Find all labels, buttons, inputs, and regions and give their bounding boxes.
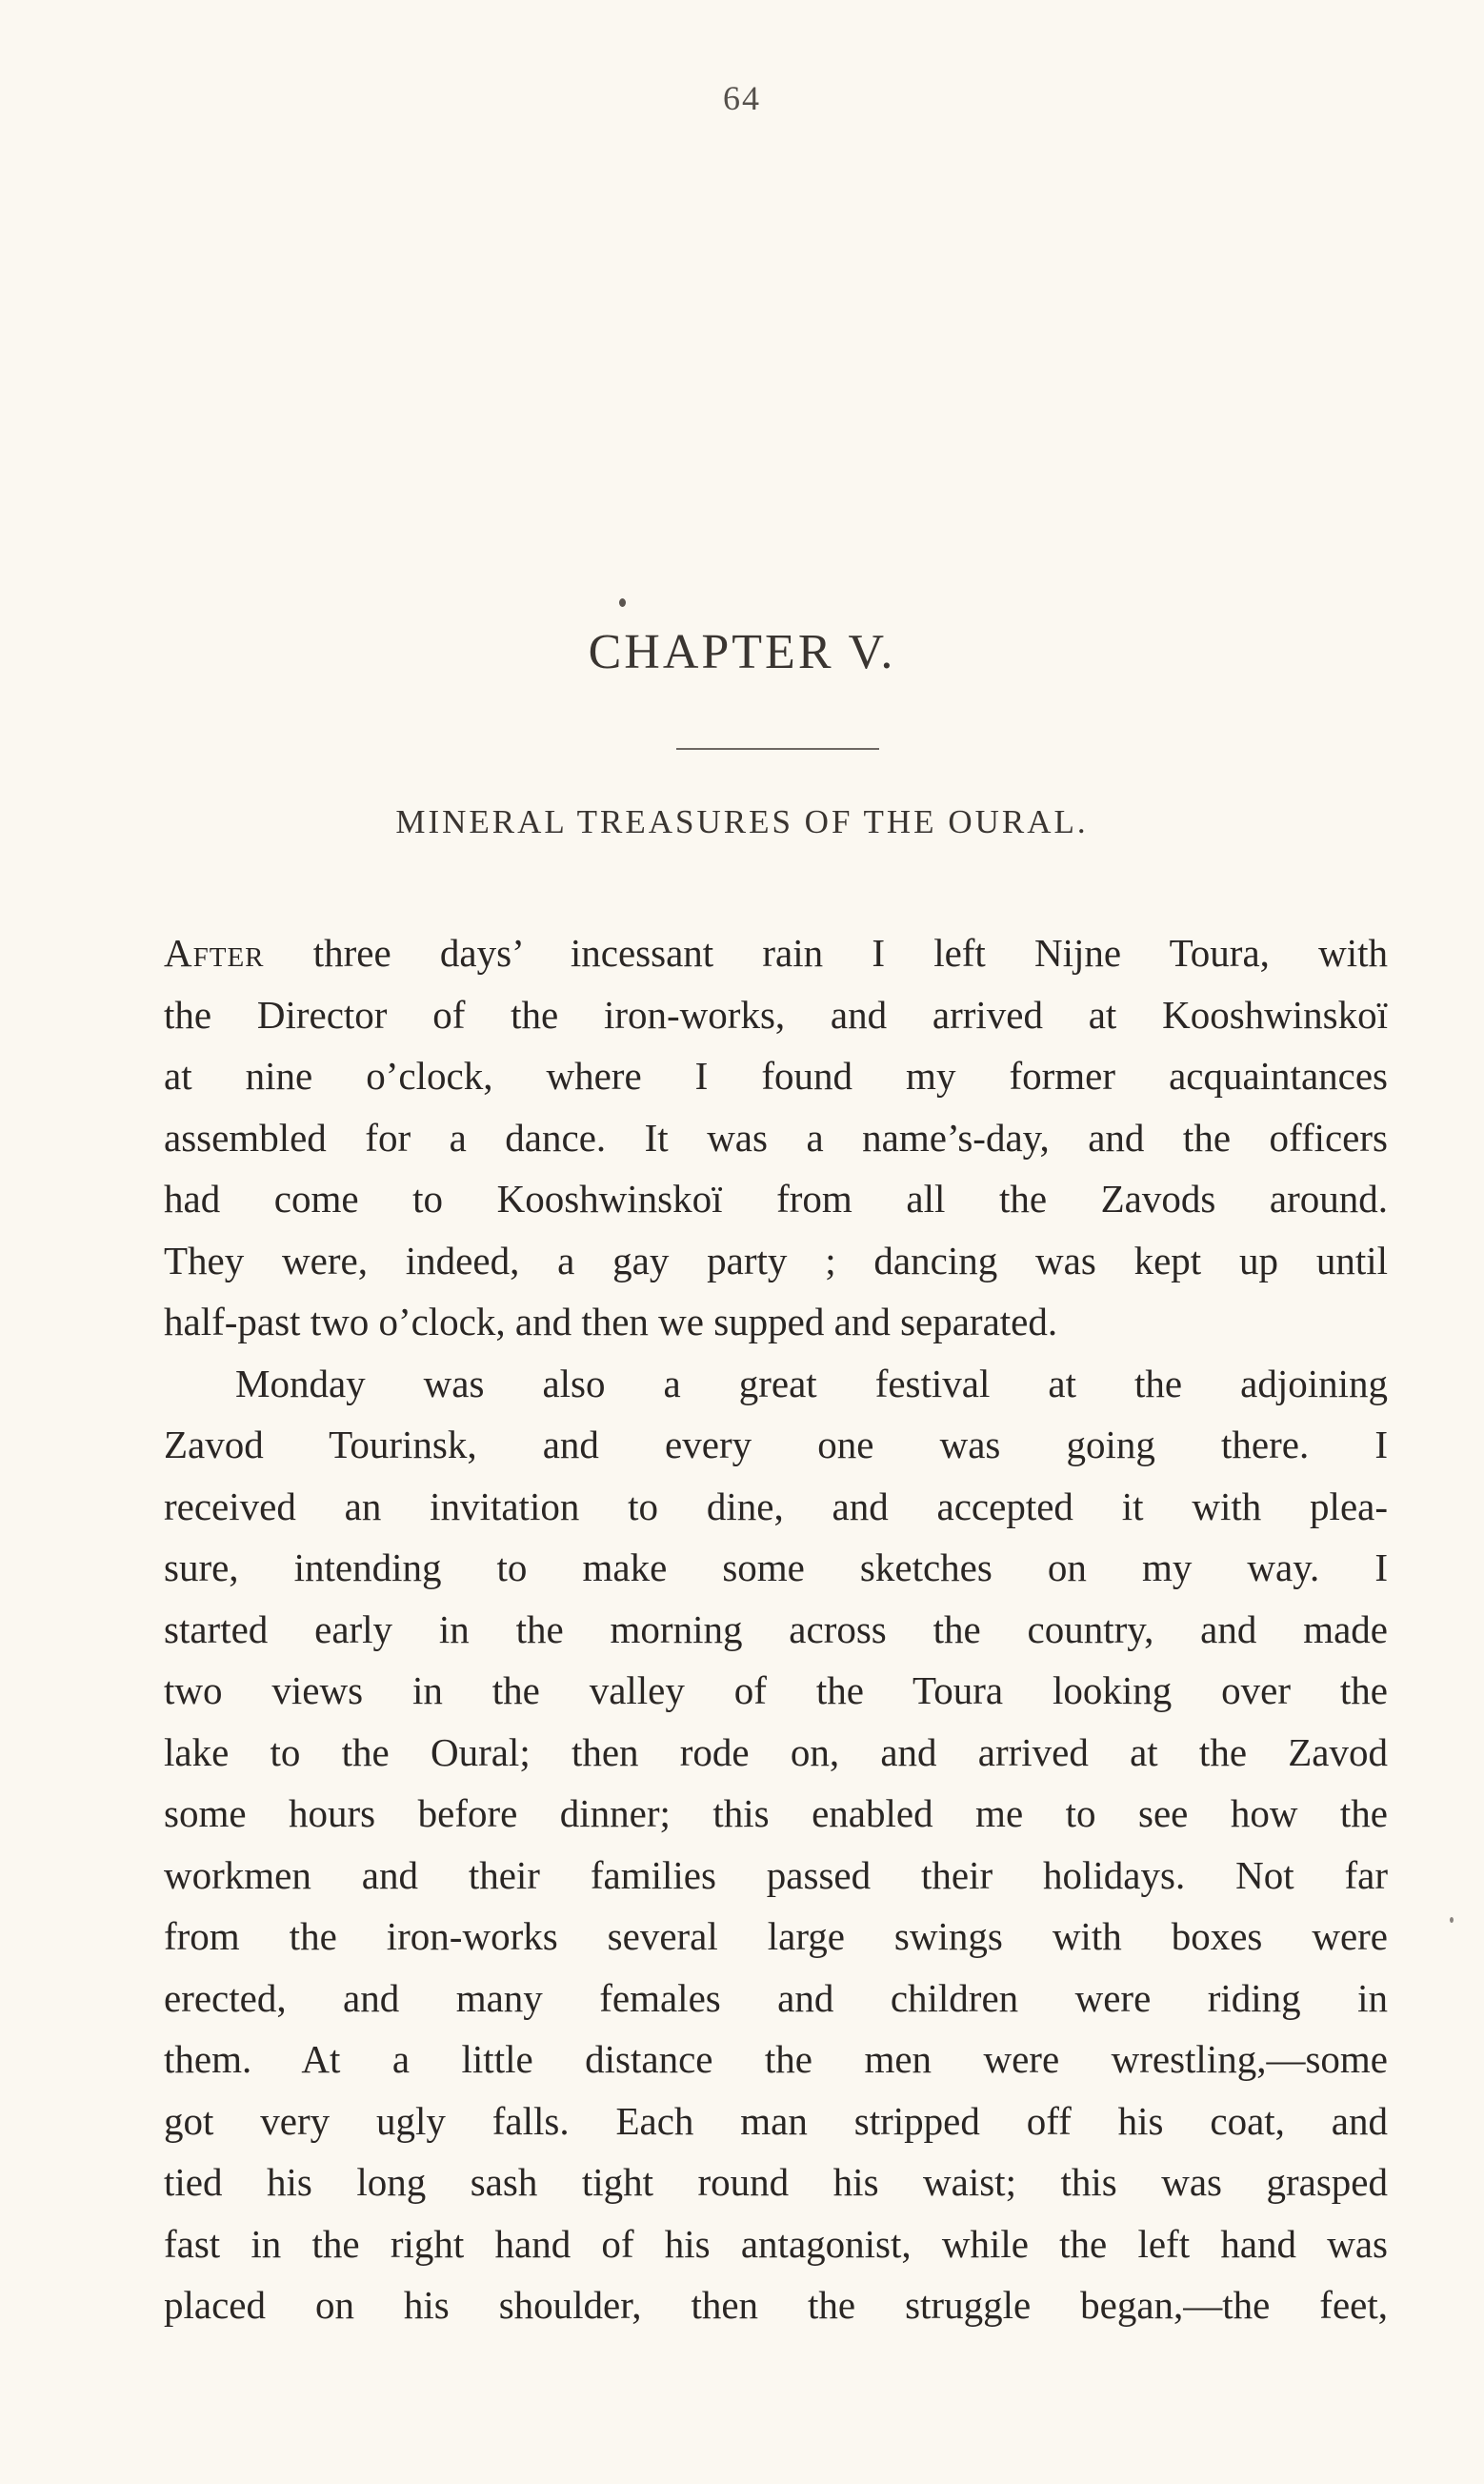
text-line: half-past two o’clock, and then we supped and separated. (164, 1300, 1058, 1343)
text-line: fast in the right hand of his antagonist, while the left hand was (164, 2221, 1388, 2266)
text-line: from the iron-works several large swings with boxes were (164, 1914, 1388, 1958)
text-line: sure, intending to make some sketches on my way. I (164, 1545, 1388, 1589)
text-line: erected, and many females and children were riding in (164, 1975, 1388, 2020)
text-line: tied his long sash tight round his waist; this was grasped (164, 2160, 1388, 2204)
text-line: at nine o’clock, where I found my former acquaintances (164, 1054, 1388, 1098)
chapter-subtitle: MINERAL TREASURES OF THE OURAL. (395, 803, 1089, 840)
margin-mark (1450, 1917, 1454, 1923)
text-line: workmen and their families passed their holidays. Not far (164, 1852, 1388, 1897)
line-text: three days’ incessant rain I left Nijne Toura, with (264, 931, 1388, 975)
text-line: received an invitation to dine, and accepted it with plea- (164, 1484, 1388, 1528)
lead-word: After (164, 931, 265, 975)
text-line: Monday was also a great festival at the adjoining (235, 1361, 1388, 1405)
paragraph-2 (164, 1353, 1388, 2336)
paragraph-1 (164, 922, 1388, 1353)
title-rule (676, 748, 879, 750)
text-line: had come to Kooshwinskoï from all the Zavods around. (164, 1177, 1388, 1221)
text-line: some hours before dinner; this enabled me to see how the (164, 1791, 1388, 1835)
text-line: them. At a little distance the men were wrestling,—some (164, 2037, 1388, 2081)
text-line: They were, indeed, a gay party ; dancing was kept up until (164, 1238, 1388, 1282)
text-line: two views in the valley of the Toura looking over the (164, 1668, 1388, 1712)
chapter-title: CHAPTER V. (588, 625, 896, 679)
text-line: assembled for a dance. It was a name’s-day, and the officers (164, 1115, 1388, 1160)
text-line: the Director of the iron-works, and arrived at Kooshwinskoï (164, 992, 1388, 1037)
page-number: 64 (723, 79, 761, 117)
text-line: Zavod Tourinsk, and every one was going there. I (164, 1423, 1388, 1466)
ornament-dot (619, 598, 626, 607)
text-line: got very ugly falls. Each man stripped off his coat, and (164, 2098, 1388, 2143)
text-line: placed on his shoulder, then the struggle began,—the feet, (164, 2283, 1388, 2327)
text-line (164, 922, 1388, 984)
text-line: started early in the morning across the country, and made (164, 1606, 1388, 1651)
body-text (164, 922, 1388, 2336)
text-line: lake to the Oural; then rode on, and arrived at the Zavod (164, 1729, 1388, 1774)
